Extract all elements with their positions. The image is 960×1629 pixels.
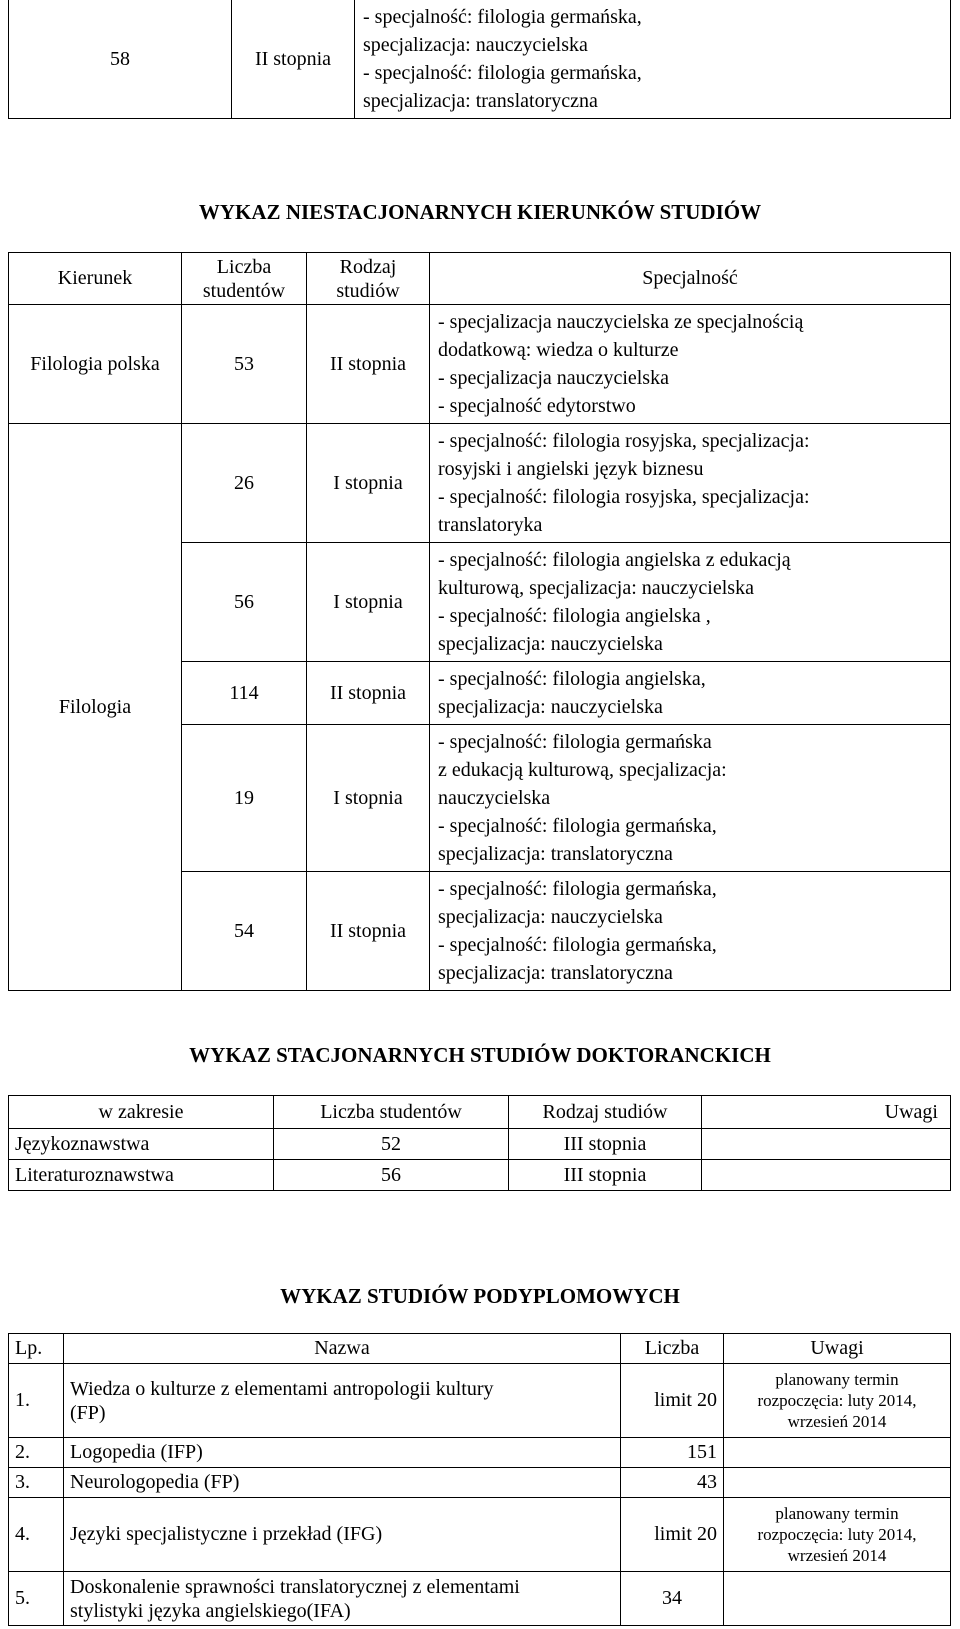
table-header-row (9, 1096, 951, 1129)
spec-line: specjalizacja: translatoryczna (438, 962, 673, 984)
lp-cell: 3. (9, 1468, 64, 1498)
table-row (9, 1572, 951, 1626)
name-line: (FP) (70, 1401, 106, 1424)
spec-line: - specjalność: filologia germańska, (438, 878, 717, 900)
header-liczba: Liczba (621, 1334, 724, 1364)
doktoranckie-table (8, 1095, 951, 1191)
table-row (9, 424, 951, 543)
header-zakres: w zakresie (9, 1096, 274, 1129)
student-count: 56 (274, 1160, 509, 1191)
study-level: I stopnia (307, 424, 430, 543)
spec-line: - specjalność edytorstwo (438, 395, 636, 417)
lp-cell: 1. (9, 1364, 64, 1438)
spec-line: kulturową, specjalizacja: nauczycielska (438, 577, 754, 599)
course-name (64, 1572, 621, 1626)
spec-line: specjalizacja: translatoryczna (363, 90, 598, 112)
table-row (9, 0, 951, 119)
zakres-cell: Literaturoznawstwa (9, 1160, 274, 1191)
zakres-cell: Językoznawstwa (9, 1129, 274, 1160)
section-title-podyplomowe: WYKAZ STUDIÓW PODYPLOMOWYCH (280, 1284, 680, 1308)
note-line: wrzesień 2014 (787, 1546, 887, 1565)
notes-cell (724, 1438, 951, 1468)
notes-cell (702, 1129, 951, 1160)
specialization-cell (430, 424, 951, 543)
spec-line: z edukacją kulturową, specjalizacja: (438, 759, 727, 781)
note-line: planowany termin (775, 1370, 899, 1389)
header-text: Rodzaj (339, 255, 397, 278)
spec-line: specjalizacja: translatoryczna (438, 843, 673, 865)
course-name: Logopedia (IFP) (64, 1438, 621, 1468)
header-text: studiów (336, 279, 400, 302)
lp-cell: 2. (9, 1438, 64, 1468)
student-count: 53 (182, 305, 307, 424)
table-row (9, 1438, 951, 1468)
spec-line: rosyjski i angielski język biznesu (438, 458, 704, 480)
spec-line: - specjalizacja nauczycielska ze specjalnością (438, 311, 804, 333)
specialization-cell (430, 543, 951, 662)
header-text: Liczba (216, 255, 272, 278)
name-line: Doskonalenie sprawności translatorycznej z elementami (70, 1575, 520, 1598)
podyplomowe-table (8, 1333, 951, 1626)
header-uwagi: Uwagi (702, 1096, 951, 1129)
specialization-cell (430, 725, 951, 872)
spec-line: - specjalność: filologia germańska (438, 731, 712, 753)
name-line: Wiedza o kulturze z elementami antropologii kultury (70, 1377, 494, 1400)
spec-line: - specjalność: filologia angielska z edukacją (438, 549, 791, 571)
student-count: 151 (621, 1438, 724, 1468)
niestacjonarne-table (8, 252, 951, 991)
student-count: 43 (621, 1468, 724, 1498)
student-count: 114 (182, 662, 307, 725)
spec-line: specjalizacja: nauczycielska (438, 696, 663, 718)
study-level: III stopnia (509, 1129, 702, 1160)
name-line: stylistyki języka angielskiego(IFA) (70, 1599, 351, 1622)
notes-cell (724, 1572, 951, 1626)
study-level: II stopnia (307, 662, 430, 725)
spec-line: - specjalizacja nauczycielska (438, 367, 669, 389)
table-header-row (9, 1334, 951, 1364)
spec-line: specjalizacja: nauczycielska (363, 34, 588, 56)
spec-line: - specjalność: filologia rosyjska, specjalizacja: (438, 430, 810, 452)
student-count: 58 (9, 0, 232, 119)
student-count: limit 20 (621, 1364, 724, 1438)
student-count: 26 (182, 424, 307, 543)
note-line: rozpoczęcia: luty 2014, (757, 1525, 917, 1544)
header-lp: Lp. (9, 1334, 64, 1364)
study-level: II stopnia (232, 0, 355, 119)
table-row (9, 1468, 951, 1498)
table-row (9, 1364, 951, 1438)
header-rodzaj: Rodzaj studiów (509, 1096, 702, 1129)
study-level: I stopnia (307, 543, 430, 662)
student-count: 34 (621, 1572, 724, 1626)
study-level: I stopnia (307, 725, 430, 872)
section-title-niestacjonarne: WYKAZ NIESTACJONARNYCH KIERUNKÓW STUDIÓW (198, 200, 762, 224)
student-count: 56 (182, 543, 307, 662)
course-name: Neurologopedia (FP) (64, 1468, 621, 1498)
spec-line: - specjalność: filologia angielska, (438, 668, 706, 690)
notes-cell (724, 1364, 951, 1438)
spec-line: nauczycielska (438, 787, 551, 809)
section-title-doktoranckie: WYKAZ STACJONARNYCH STUDIÓW DOKTORANCKICH (189, 1043, 771, 1067)
header-rodzaj (307, 253, 430, 305)
spec-line: - specjalność: filologia germańska, (363, 6, 642, 28)
spec-line: - specjalność: filologia germańska, (363, 62, 642, 84)
spec-line: dodatkową: wiedza o kulturze (438, 339, 679, 361)
header-nazwa: Nazwa (64, 1334, 621, 1364)
student-count: limit 20 (621, 1498, 724, 1572)
note-line: planowany termin (775, 1504, 899, 1523)
header-text: studentów (202, 279, 286, 302)
spec-line: - specjalność: filologia angielska , (438, 605, 711, 627)
top-fragment-table (8, 0, 951, 119)
course-name (64, 1364, 621, 1438)
notes-cell (724, 1498, 951, 1572)
spec-line: - specjalność: filologia rosyjska, specjalizacja: (438, 486, 810, 508)
header-uwagi: Uwagi (724, 1334, 951, 1364)
table-row (9, 1498, 951, 1572)
student-count: 54 (182, 872, 307, 991)
spec-line: specjalizacja: nauczycielska (438, 906, 663, 928)
table-row (9, 1160, 951, 1191)
note-line: wrzesień 2014 (787, 1412, 887, 1431)
study-level: II stopnia (307, 305, 430, 424)
lp-cell: 4. (9, 1498, 64, 1572)
specialization-cell (430, 305, 951, 424)
table-header-row (9, 253, 951, 305)
lp-cell: 5. (9, 1572, 64, 1626)
spec-line: - specjalność: filologia germańska, (438, 934, 717, 956)
table-row (9, 1129, 951, 1160)
header-liczba: Liczba studentów (274, 1096, 509, 1129)
student-count: 52 (274, 1129, 509, 1160)
specialization-cell (430, 872, 951, 991)
student-count: 19 (182, 725, 307, 872)
study-level: II stopnia (307, 872, 430, 991)
course-name: Języki specjalistyczne i przekład (IFG) (64, 1498, 621, 1572)
kierunek-cell: Filologia polska (9, 305, 182, 424)
spec-line: translatoryka (438, 514, 543, 536)
specialization-cell (430, 662, 951, 725)
kierunek-cell: Filologia (9, 424, 182, 991)
specialization-cell (355, 0, 951, 119)
spec-line: specjalizacja: nauczycielska (438, 633, 663, 655)
spec-line: - specjalność: filologia germańska, (438, 815, 717, 837)
note-line: rozpoczęcia: luty 2014, (757, 1391, 917, 1410)
header-kierunek: Kierunek (9, 253, 182, 305)
notes-cell (702, 1160, 951, 1191)
notes-cell (724, 1468, 951, 1498)
header-liczba (182, 253, 307, 305)
table-row (9, 305, 951, 424)
study-level: III stopnia (509, 1160, 702, 1191)
header-specjalnosc: Specjalność (430, 253, 951, 305)
